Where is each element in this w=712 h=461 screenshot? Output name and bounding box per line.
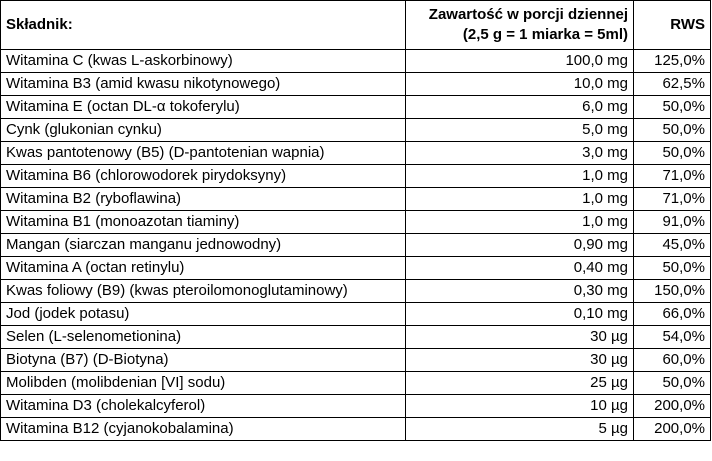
amount-cell[interactable]: 5,0 mg <box>406 119 634 142</box>
table-row <box>1 349 711 372</box>
ingredient-cell[interactable]: Witamina D3 (cholekalcyferol) <box>1 395 406 418</box>
ingredient-cell[interactable]: Selen (L-selenometionina) <box>1 326 406 349</box>
table-row <box>1 165 711 188</box>
table-row <box>1 257 711 280</box>
header-row <box>1 1 711 50</box>
ingredient-cell[interactable]: Jod (jodek potasu) <box>1 303 406 326</box>
rws-cell[interactable]: 125,0% <box>634 50 711 73</box>
ingredient-cell[interactable]: Mangan (siarczan manganu jednowodny) <box>1 234 406 257</box>
ingredient-cell[interactable]: Witamina B3 (amid kwasu nikotynowego) <box>1 73 406 96</box>
amount-cell[interactable]: 25 µg <box>406 372 634 395</box>
table-row <box>1 73 711 96</box>
amount-cell[interactable]: 1,0 mg <box>406 165 634 188</box>
table-row <box>1 418 711 441</box>
amount-cell[interactable]: 30 µg <box>406 326 634 349</box>
rws-cell[interactable]: 62,5% <box>634 73 711 96</box>
ingredient-cell[interactable]: Biotyna (B7) (D-Biotyna) <box>1 349 406 372</box>
amount-cell[interactable]: 1,0 mg <box>406 188 634 211</box>
ingredient-cell[interactable]: Kwas pantotenowy (B5) (D-pantotenian wapnia) <box>1 142 406 165</box>
rws-cell[interactable]: 50,0% <box>634 372 711 395</box>
amount-cell[interactable]: 0,90 mg <box>406 234 634 257</box>
rws-cell[interactable]: 66,0% <box>634 303 711 326</box>
amount-cell[interactable]: 1,0 mg <box>406 211 634 234</box>
rws-cell[interactable]: 50,0% <box>634 142 711 165</box>
amount-cell[interactable]: 30 µg <box>406 349 634 372</box>
amount-cell[interactable]: 0,30 mg <box>406 280 634 303</box>
table-row <box>1 280 711 303</box>
amount-cell[interactable]: 0,40 mg <box>406 257 634 280</box>
ingredient-cell[interactable]: Witamina B12 (cyjanokobalamina) <box>1 418 406 441</box>
table-row <box>1 395 711 418</box>
rws-cell[interactable]: 200,0% <box>634 418 711 441</box>
amount-cell[interactable]: 10 µg <box>406 395 634 418</box>
table-row <box>1 303 711 326</box>
ingredient-cell[interactable]: Witamina E (octan DL-α tokoferylu) <box>1 96 406 119</box>
table-row <box>1 142 711 165</box>
rws-cell[interactable]: 45,0% <box>634 234 711 257</box>
header-ingredient[interactable]: Składnik: <box>1 1 406 50</box>
header-amount[interactable] <box>406 1 634 50</box>
amount-cell[interactable]: 0,10 mg <box>406 303 634 326</box>
rws-cell[interactable]: 200,0% <box>634 395 711 418</box>
table-row <box>1 50 711 73</box>
rws-cell[interactable]: 50,0% <box>634 96 711 119</box>
ingredient-cell[interactable]: Kwas foliowy (B9) (kwas pteroilomonoglutaminowy) <box>1 280 406 303</box>
amount-cell[interactable]: 5 µg <box>406 418 634 441</box>
amount-cell[interactable]: 6,0 mg <box>406 96 634 119</box>
header-amount-line1: Zawartość w porcji dziennej <box>428 6 628 23</box>
rws-cell[interactable]: 71,0% <box>634 188 711 211</box>
rws-cell[interactable]: 150,0% <box>634 280 711 303</box>
ingredient-cell[interactable]: Witamina C (kwas L-askorbinowy) <box>1 50 406 73</box>
table-row <box>1 211 711 234</box>
rws-cell[interactable]: 50,0% <box>634 119 711 142</box>
table-row <box>1 119 711 142</box>
ingredient-cell[interactable]: Witamina A (octan retinylu) <box>1 257 406 280</box>
header-amount-line2: (2,5 g = 1 miarka = 5ml) <box>462 26 628 43</box>
amount-cell[interactable]: 10,0 mg <box>406 73 634 96</box>
ingredient-cell[interactable]: Witamina B6 (chlorowodorek pirydoksyny) <box>1 165 406 188</box>
table-row <box>1 326 711 349</box>
amount-cell[interactable]: 100,0 mg <box>406 50 634 73</box>
rws-cell[interactable]: 50,0% <box>634 257 711 280</box>
rws-cell[interactable]: 54,0% <box>634 326 711 349</box>
amount-cell[interactable]: 3,0 mg <box>406 142 634 165</box>
rws-cell[interactable]: 71,0% <box>634 165 711 188</box>
table-row <box>1 188 711 211</box>
header-rws[interactable]: RWS <box>634 1 711 50</box>
rws-cell[interactable]: 91,0% <box>634 211 711 234</box>
table-row <box>1 372 711 395</box>
ingredient-cell[interactable]: Witamina B2 (ryboflawina) <box>1 188 406 211</box>
ingredient-cell[interactable]: Witamina B1 (monoazotan tiaminy) <box>1 211 406 234</box>
table-row <box>1 234 711 257</box>
rws-cell[interactable]: 60,0% <box>634 349 711 372</box>
ingredient-cell[interactable]: Molibden (molibdenian [VI] sodu) <box>1 372 406 395</box>
ingredient-cell[interactable]: Cynk (glukonian cynku) <box>1 119 406 142</box>
table-row <box>1 96 711 119</box>
